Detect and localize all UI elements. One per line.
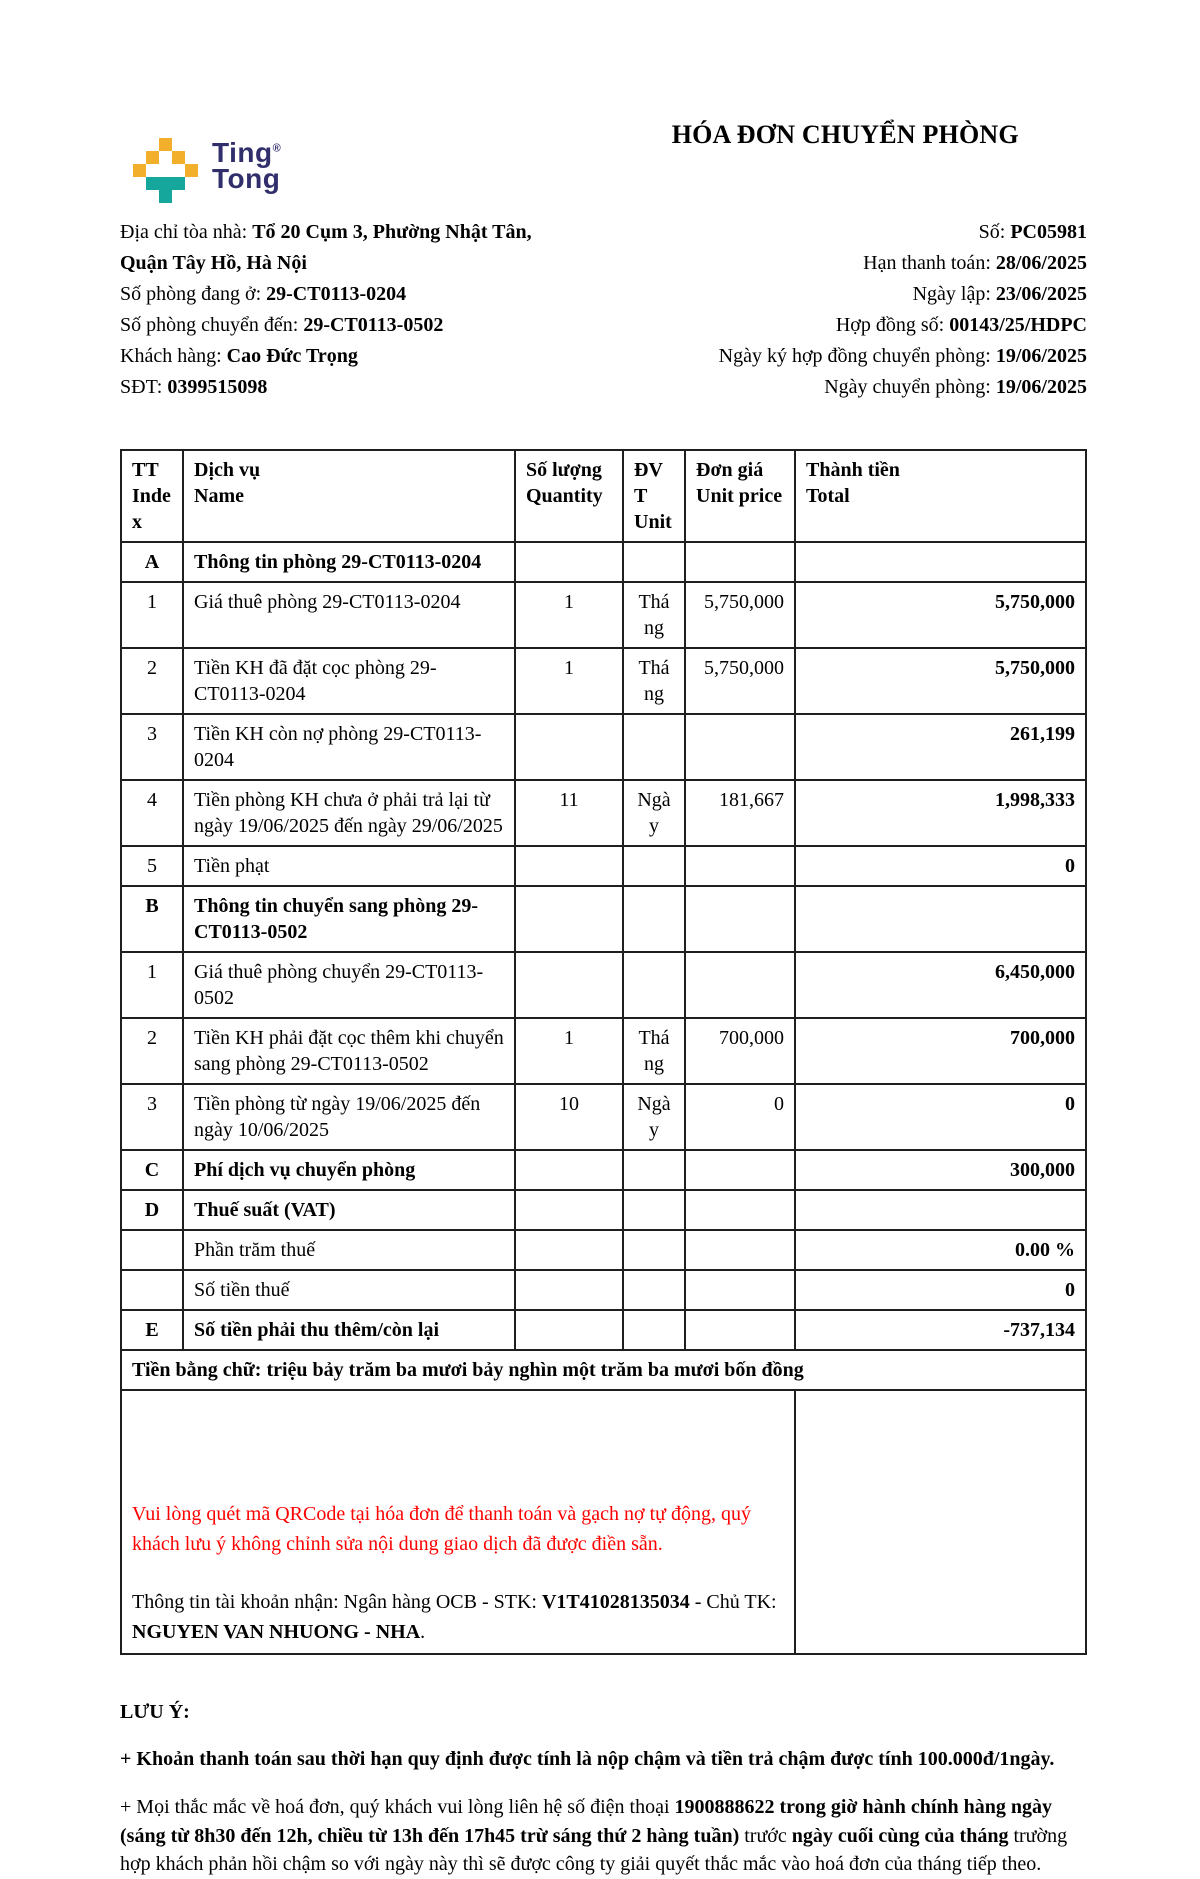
cell-total: 0: [795, 1270, 1086, 1310]
cell-total: 5,750,000: [795, 648, 1086, 714]
cell-name: Phần trăm thuế: [183, 1230, 515, 1270]
bank-account-text: Thông tin tài khoản nhận: Ngân hàng OCB - STK:: [132, 1591, 542, 1613]
cell-name: Tiền phòng từ ngày 19/06/2025 đến ngày 10/06/2025: [183, 1084, 515, 1150]
cell-name: Thông tin phòng 29-CT0113-0204: [183, 542, 515, 582]
info-field-value: Tổ 20 Cụm 3, Phường Nhật Tân, Quận Tây Hồ, Hà Nội: [120, 221, 532, 274]
cell-unit-price: [685, 886, 795, 952]
cell-quantity: [515, 542, 623, 582]
info-field-label: Số phòng chuyển đến:: [120, 314, 304, 336]
invoice-meta: [120, 217, 1087, 403]
cell-index: 2: [121, 1018, 183, 1084]
cell-total: 1,998,333: [795, 780, 1086, 846]
column-header-en: Quantity: [526, 485, 603, 507]
cell-unit: [623, 714, 685, 780]
cell-total: -737,134: [795, 1310, 1086, 1350]
brand-wordmark: [212, 137, 282, 203]
table-row: [121, 582, 1086, 648]
column-header: [795, 450, 1086, 542]
cell-index: [121, 1270, 183, 1310]
cell-name: Tiền phạt: [183, 846, 515, 886]
cell-quantity: 10: [515, 1084, 623, 1150]
cell-total: 300,000: [795, 1150, 1086, 1190]
info-field-label: Số phòng đang ở:: [120, 283, 267, 305]
table-row: [121, 1018, 1086, 1084]
cell-total: 6,450,000: [795, 952, 1086, 1018]
bank-account-text: - Chủ TK:: [689, 1591, 777, 1613]
hotline-note: [120, 1793, 1087, 1879]
table-row: [121, 1150, 1086, 1190]
info-field-value: 29-CT0113-0502: [303, 314, 444, 336]
table-row: [121, 886, 1086, 952]
cell-index: B: [121, 886, 183, 952]
info-field-label: Hạn thanh toán:: [863, 252, 996, 274]
cell-quantity: 11: [515, 780, 623, 846]
amount-in-words-row: [121, 1350, 1086, 1390]
cell-unit: [623, 1230, 685, 1270]
cell-index: 1: [121, 952, 183, 1018]
info-field: [617, 310, 1087, 341]
cell-total: 700,000: [795, 1018, 1086, 1084]
payment-info-cell: [121, 1390, 795, 1654]
cell-name: Số tiền phải thu thêm/còn lại: [183, 1310, 515, 1350]
cell-index: 5: [121, 846, 183, 886]
cell-index: E: [121, 1310, 183, 1350]
info-field: [617, 217, 1087, 248]
cell-quantity: [515, 1190, 623, 1230]
cell-total: 0.00 %: [795, 1230, 1086, 1270]
hotline-note-segment: trước: [739, 1824, 792, 1847]
hotline-note-segment: 1900888622 trong giờ hành chính hàng ngày (sáng từ 8h30 đến 12h, chiều từ 13h đến 17h45 trừ sáng thứ 2 hàng tuần): [120, 1796, 1052, 1847]
cell-index: C: [121, 1150, 183, 1190]
cell-index: [121, 1230, 183, 1270]
registered-mark: ®: [272, 142, 282, 155]
cell-unit: Ngày: [623, 1084, 685, 1150]
cell-unit: [623, 542, 685, 582]
invoice-title: HÓA ĐƠN CHUYỂN PHÒNG: [671, 120, 1019, 149]
cell-name: Phí dịch vụ chuyển phòng: [183, 1150, 515, 1190]
info-field-label: Địa chỉ tòa nhà:: [120, 221, 253, 243]
footer-notes: [120, 1701, 1087, 1879]
table-row: [121, 648, 1086, 714]
charges-table-header: [121, 450, 1086, 542]
cell-quantity: [515, 952, 623, 1018]
cell-unit-price: 700,000: [685, 1018, 795, 1084]
payment-row: [121, 1390, 1086, 1654]
cell-total: [795, 886, 1086, 952]
cell-unit-price: 181,667: [685, 780, 795, 846]
cell-unit-price: [685, 1310, 795, 1350]
hotline-note-segment: trường hợp khách phản hồi chậm so với ngày này thì sẽ được công ty giải quyết thắc mắc vào hoá đơn của tháng tiếp theo.: [120, 1824, 1068, 1875]
table-row: [121, 780, 1086, 846]
cell-quantity: [515, 1230, 623, 1270]
cell-name: Tiền KH đã đặt cọc phòng 29-CT0113-0204: [183, 648, 515, 714]
column-header: [121, 450, 183, 542]
amount-in-words: Tiền bằng chữ: triệu bảy trăm ba mươi bảy nghìn một trăm ba mươi bốn đồng: [121, 1350, 1086, 1390]
building-customer-info: [120, 217, 575, 403]
cell-quantity: [515, 1310, 623, 1350]
column-header: [183, 450, 515, 542]
cell-index: 2: [121, 648, 183, 714]
info-field: [120, 217, 575, 279]
cell-name: Số tiền thuế: [183, 1270, 515, 1310]
cell-unit-price: 0: [685, 1084, 795, 1150]
cell-quantity: [515, 1150, 623, 1190]
info-field-label: Số:: [978, 221, 1011, 243]
invoice-header: [120, 112, 1087, 203]
info-field: [617, 279, 1087, 310]
column-header-en: Total: [806, 485, 850, 507]
cell-total: 5,750,000: [795, 582, 1086, 648]
info-field-label: Hợp đồng số:: [835, 314, 950, 336]
cell-unit: Tháng: [623, 582, 685, 648]
qr-payment-note: Vui lòng quét mã QRCode tại hóa đơn để thanh toán và gạch nợ tự động, quý khách lưu ý không chỉnh sửa nội dung giao dịch đã được điền sẵn.: [132, 1503, 752, 1555]
brand-line2: Tong: [212, 163, 281, 194]
header-left: [120, 112, 604, 203]
info-field-label: SĐT:: [120, 376, 168, 398]
header-right: [604, 112, 1088, 150]
cell-unit: [623, 886, 685, 952]
bank-account-value: NGUYEN VAN NHUONG - NHA: [132, 1621, 421, 1643]
charges-table: [120, 449, 1087, 1655]
hotline-note-segment: ngày cuối cùng của tháng: [791, 1824, 1009, 1847]
cell-name: Thông tin chuyển sang phòng 29-CT0113-0502: [183, 886, 515, 952]
column-header-vi: ĐVT: [634, 459, 663, 507]
info-field-value: 0399515098: [167, 376, 268, 398]
column-header-en: Unit price: [696, 485, 783, 507]
cell-unit: [623, 1270, 685, 1310]
bank-account-info: [132, 1587, 784, 1647]
column-header-vi: Số lượng: [526, 459, 602, 481]
cell-unit-price: [685, 1190, 795, 1230]
cell-total: [795, 542, 1086, 582]
cell-index: 3: [121, 1084, 183, 1150]
info-field-value: 23/06/2025: [995, 283, 1087, 305]
table-row: [121, 1310, 1086, 1350]
info-field: [120, 279, 575, 310]
column-header-en: Unit: [634, 511, 672, 533]
info-field-label: Ngày chuyển phòng:: [824, 376, 996, 398]
cell-index: D: [121, 1190, 183, 1230]
info-field-value: 19/06/2025: [995, 376, 1087, 398]
info-field-value: 28/06/2025: [995, 252, 1087, 274]
cell-unit-price: 5,750,000: [685, 582, 795, 648]
column-header: [515, 450, 623, 542]
cell-name: Tiền KH còn nợ phòng 29-CT0113-0204: [183, 714, 515, 780]
info-field-value: 19/06/2025: [995, 345, 1087, 367]
cell-unit: [623, 1190, 685, 1230]
cell-name: Tiền phòng KH chưa ở phải trả lại từ ngày 19/06/2025 đến ngày 29/06/2025: [183, 780, 515, 846]
bank-account-text: .: [420, 1621, 426, 1643]
cell-quantity: [515, 714, 623, 780]
table-row: [121, 714, 1086, 780]
invoice-number-dates-info: [617, 217, 1087, 403]
cell-total: 261,199: [795, 714, 1086, 780]
info-field-label: Ngày ký hợp đồng chuyển phòng:: [718, 345, 996, 367]
cell-quantity: 1: [515, 582, 623, 648]
cell-unit-price: [685, 1230, 795, 1270]
notes-heading: LƯU Ý:: [120, 1701, 190, 1723]
info-field-value: Cao Đức Trọng: [226, 345, 358, 367]
cell-unit: Tháng: [623, 648, 685, 714]
info-field: [617, 341, 1087, 372]
column-header-vi: Dịch vụ: [194, 459, 261, 481]
bank-account-value: V1T41028135034: [541, 1591, 690, 1613]
info-field: [120, 372, 575, 403]
cell-unit: [623, 1310, 685, 1350]
info-field: [617, 248, 1087, 279]
tingtong-logo-icon: [133, 138, 198, 203]
cell-name: Giá thuê phòng chuyển 29-CT0113-0502: [183, 952, 515, 1018]
cell-index: 1: [121, 582, 183, 648]
column-header: [623, 450, 685, 542]
cell-quantity: [515, 846, 623, 886]
column-header-vi: Đơn giá: [696, 459, 764, 481]
table-row: [121, 1230, 1086, 1270]
cell-unit-price: [685, 952, 795, 1018]
column-header-en: Name: [194, 485, 244, 507]
table-row: [121, 952, 1086, 1018]
qr-code-placeholder-cell: [795, 1390, 1086, 1654]
cell-total: 0: [795, 846, 1086, 886]
cell-unit-price: [685, 846, 795, 886]
cell-name: Tiền KH phải đặt cọc thêm khi chuyển sang phòng 29-CT0113-0502: [183, 1018, 515, 1084]
late-payment-note: + Khoản thanh toán sau thời hạn quy định được tính là nộp chậm và tiền trả chậm được tính 100.000đ/1ngày.: [120, 1748, 1055, 1770]
cell-unit-price: 5,750,000: [685, 648, 795, 714]
info-field: [120, 341, 575, 372]
cell-unit: Ngày: [623, 780, 685, 846]
cell-total: [795, 1190, 1086, 1230]
info-field-value: 00143/25/HDPC: [949, 314, 1087, 336]
cell-unit: Tháng: [623, 1018, 685, 1084]
cell-quantity: 1: [515, 648, 623, 714]
cell-quantity: [515, 1270, 623, 1310]
info-field: [120, 310, 575, 341]
info-field-label: Khách hàng:: [120, 345, 227, 367]
column-header-en: Index: [132, 485, 171, 533]
table-row: [121, 1270, 1086, 1310]
column-header-vi: Thành tiền: [806, 459, 900, 481]
cell-index: A: [121, 542, 183, 582]
column-header: [685, 450, 795, 542]
cell-index: 4: [121, 780, 183, 846]
info-field-value: 29-CT0113-0204: [266, 283, 407, 305]
cell-name: Giá thuê phòng 29-CT0113-0204: [183, 582, 515, 648]
cell-name: Thuế suất (VAT): [183, 1190, 515, 1230]
cell-unit: [623, 846, 685, 886]
charges-table-body: [121, 542, 1086, 1654]
table-row: [121, 846, 1086, 886]
cell-unit-price: [685, 1270, 795, 1310]
header-row: [121, 450, 1086, 542]
table-row: [121, 1084, 1086, 1150]
info-field-value: PC05981: [1010, 221, 1087, 243]
cell-quantity: [515, 886, 623, 952]
cell-unit-price: [685, 542, 795, 582]
info-field-label: Ngày lập:: [912, 283, 996, 305]
column-header-vi: TT: [132, 459, 159, 481]
cell-index: 3: [121, 714, 183, 780]
cell-unit: [623, 952, 685, 1018]
table-row: [121, 1190, 1086, 1230]
table-row: [121, 542, 1086, 582]
cell-quantity: 1: [515, 1018, 623, 1084]
cell-total: 0: [795, 1084, 1086, 1150]
cell-unit-price: [685, 714, 795, 780]
cell-unit-price: [685, 1150, 795, 1190]
cell-unit: [623, 1150, 685, 1190]
info-field: [617, 372, 1087, 403]
tingtong-logo: [120, 138, 604, 203]
hotline-note-segment: + Mọi thắc mắc về hoá đơn, quý khách vui lòng liên hệ số điện thoại: [120, 1796, 675, 1818]
brand-line1: Ting: [212, 137, 273, 168]
